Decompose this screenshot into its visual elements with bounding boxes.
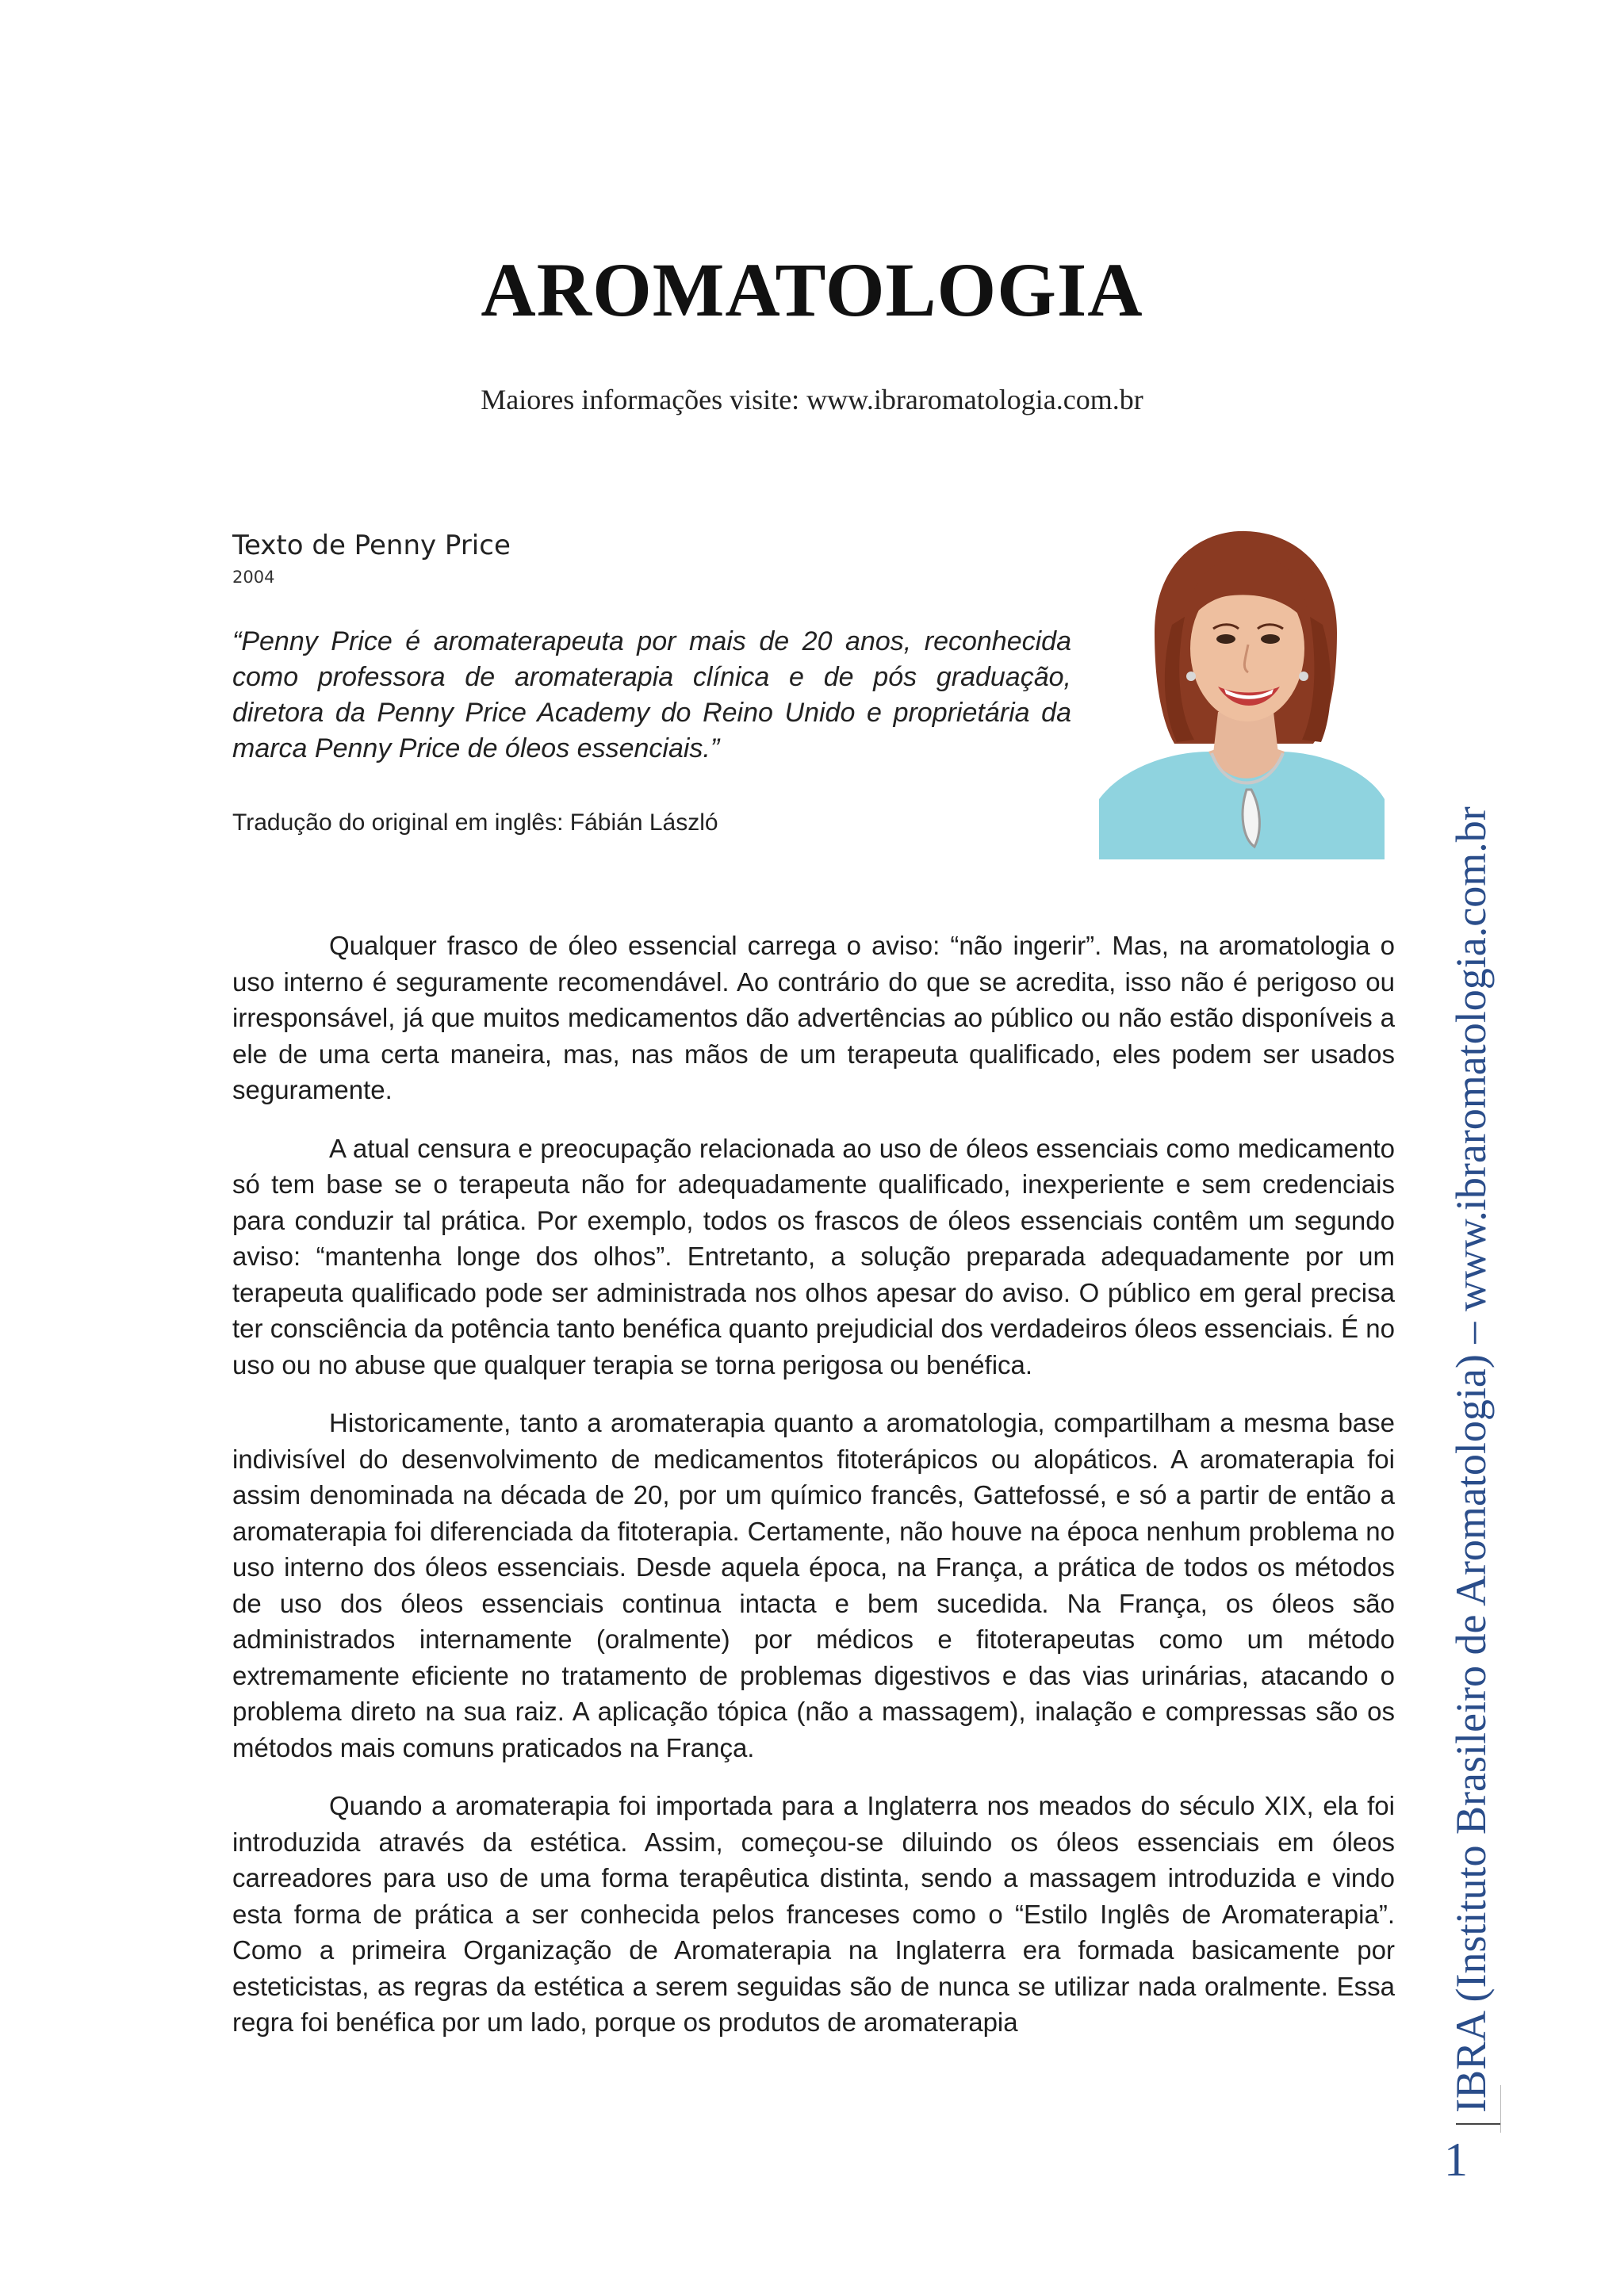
author-bio-quote: “Penny Price é aromaterapeuta por mais de 20 anos, reconhecida como professora de aromaterapia clínica e de pós graduação, diretora da Penny Price Academy do Reino Unido e proprietária da marca Penny Price de óleos essenciais.” bbox=[232, 626, 1071, 763]
translation-credit: Tradução do original em inglês: Fábián László bbox=[232, 809, 718, 836]
publication-year: 2004 bbox=[232, 568, 275, 587]
page-number: 1 bbox=[1444, 2133, 1468, 2186]
body-paragraph-1: Qualquer frasco de óleo essencial carrega o aviso: “não ingerir”. Mas, na aromatologia o uso interno é seguramente recomendável. Ao contrário do que se acredita, isso não é perigoso ou irresponsável, já que muitos medicamentos dão advertências ao público ou não estão disponíveis a ele de uma certa maneira, mas, nas mãos de um terapeuta qualificado, eles podem ser usados seguramente. bbox=[232, 931, 1395, 1104]
sidebar-divider bbox=[1500, 2085, 1501, 2133]
page-number-rule bbox=[1456, 2123, 1500, 2125]
author-portrait-photo bbox=[1099, 514, 1385, 859]
sidebar-institute-text: IBRA (Instituto Brasileiro de Aromatologia) – www.ibraromatologia.com.br bbox=[1447, 806, 1495, 2113]
article-body bbox=[232, 928, 1395, 2063]
author-line: Texto de Penny Price bbox=[232, 530, 511, 561]
website-subtitle: Maiores informações visite: www.ibraromatologia.com.br bbox=[481, 384, 1143, 415]
body-paragraph-4: Quando a aromaterapia foi importada para a Inglaterra nos meados do século XIX, ela foi introduzida através da estética. Assim, começou-se diluindo os óleos essenciais em óleos carreadores para uso de uma forma terapêutica distinta, sendo a massagem introduzida e vindo esta forma de prática a ser conhecida pelos franceses como o “Estilo Inglês de Aromaterapia”. Como a primeira Organização de Aromaterapia na Inglaterra era formada basicamente por esteticistas, as regras da estética a serem seguidas são de nunca se utilizar nada oralmente. Essa regra foi benéfica por um lado, porque os produtos de aromaterapia bbox=[232, 1791, 1395, 2037]
portrait-illustration bbox=[1099, 514, 1385, 859]
body-paragraph-3: Historicamente, tanto a aromaterapia quanto a aromatologia, compartilham a mesma base indivisível do desenvolvimento de medicamentos fitoterápicos ou alopáticos. A aromaterapia foi assim denominada na década de 20, por um químico francês, Gattefossé, e só a partir de então a aromaterapia foi diferenciada da fitoterapia. Certamente, não houve na época nenhum problema no uso interno dos óleos essenciais. Desde aquela época, na França, a prática de todos os métodos de uso dos óleos essenciais continua intacta e bem sucedida. Na França, os óleos são administrados internamente (oralmente) por médicos e fitoterapeutas como um método extremamente eficiente no tratamento de problemas digestivos e das vias urinárias, atacando o problema direto na sua raiz. A aplicação tópica (não a massagem), inalação e compressas são os métodos mais comuns praticados na França. bbox=[232, 1408, 1395, 1762]
body-paragraph-2: A atual censura e preocupação relacionada ao uso de óleos essenciais como medicamento só tem base se o terapeuta não for adequadamente qualificado, inexperiente e sem credenciais para conduzir tal prática. Por exemplo, todos os frascos de óleos essenciais contêm um segundo aviso: “mantenha longe dos olhos”. Entretanto, a solução preparada adequadamente por um terapeuta qualificado pode ser administrada nos olhos apesar do aviso. O público em geral precisa ter consciência da potência tanto benéfica quanto prejudicial dos verdadeiros óleos essenciais. É no uso ou no abuse que qualquer terapia se torna perigosa ou benéfica. bbox=[232, 1133, 1395, 1380]
page-title: AROMATOLOGIA bbox=[481, 247, 1143, 332]
